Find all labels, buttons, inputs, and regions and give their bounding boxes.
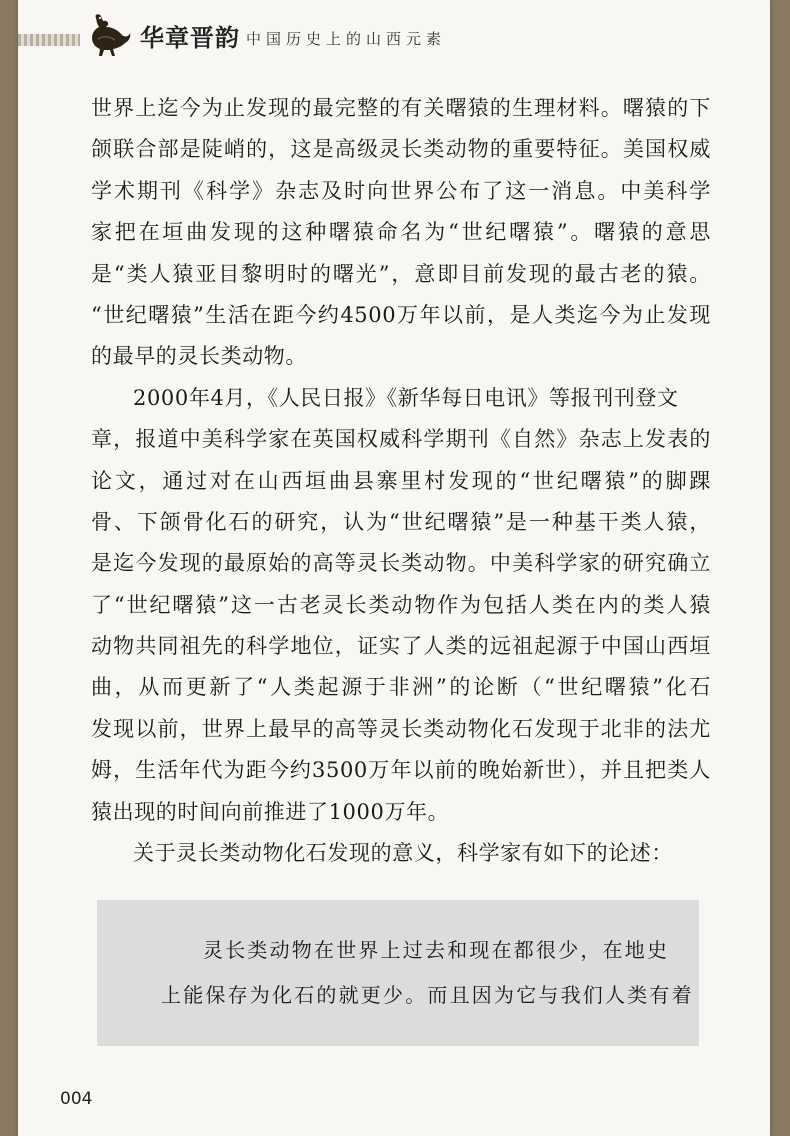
header-decorative-band — [18, 34, 80, 46]
body-line: 发现以前，世界上最早的高等灵长类动物化石发现于北非的法尤 — [91, 716, 711, 741]
body-line: 学术期刊《科学》杂志及时向世界公布了这一消息。中美科学 — [91, 178, 711, 203]
body-line: 猿出现的时间向前推进了1000万年。 — [91, 799, 450, 824]
body-line: 关于灵长类动物化石发现的意义，科学家有如下的论述： — [133, 841, 673, 866]
body-line: 世界上迄今为止发现的最完整的有关曙猿的生理材料。曙猿的下 — [91, 96, 711, 120]
running-header — [18, 0, 770, 70]
book-page — [18, 0, 770, 1136]
body-line: 论文，通过对在山西垣曲县寨里村发现的“世纪曙猿”的脚踝 — [91, 468, 711, 493]
quotation-block — [97, 900, 699, 1046]
quote-line: 灵长类动物在世界上过去和现在都很少，在地史 — [203, 938, 670, 962]
page-number: 004 — [60, 1089, 93, 1109]
body-text — [91, 88, 711, 874]
body-line: 姆，生活年代为距今约3500万年以前的晚始新世），并且把类人 — [91, 758, 711, 783]
body-line: 的最早的灵长类动物。 — [91, 344, 307, 369]
body-line: 颌联合部是陡峭的，这是高级灵长类动物的重要特征。美国权威 — [91, 137, 711, 162]
bronze-bird-vessel-logo-icon — [82, 12, 132, 58]
body-line: 动物共同祖先的科学地位，证实了人类的远祖起源于中国山西垣 — [91, 634, 711, 659]
body-line: 了“世纪曙猿”这一古老灵长类动物作为包括人类在内的类人猿 — [91, 592, 711, 617]
body-line: 曲，从而更新了“人类起源于非洲”的论断（“世纪曙猿”化石 — [91, 675, 711, 700]
body-line: 章，报道中美科学家在英国权威科学期刊《自然》杂志上发表的 — [91, 427, 711, 452]
quote-line: 上能保存为化石的就更少。而且因为它与我们人类有着 — [161, 983, 694, 1007]
body-line: 是迄今发现的最原始的高等灵长类动物。中美科学家的研究确立 — [91, 551, 711, 576]
body-line: 是“类人猿亚目黎明时的曙光”，意即目前发现的最古老的猿。 — [91, 261, 711, 286]
body-line: “世纪曙猿”生活在距今约4500万年以前，是人类迄今为止发现 — [91, 302, 711, 327]
body-line: 家把在垣曲发现的这种曙猿命名为“世纪曙猿”。曙猿的意思 — [91, 220, 711, 245]
body-line: 2000年4月，《人民日报》《新华每日电讯》等报刊刊登文 — [133, 385, 679, 410]
book-subtitle: 中国历史上的山西元素 — [246, 30, 447, 48]
book-title: 华章晋韵 — [140, 24, 240, 52]
body-line: 骨、下颌骨化石的研究，认为“世纪曙猿”是一种基干类人猿， — [91, 509, 711, 534]
